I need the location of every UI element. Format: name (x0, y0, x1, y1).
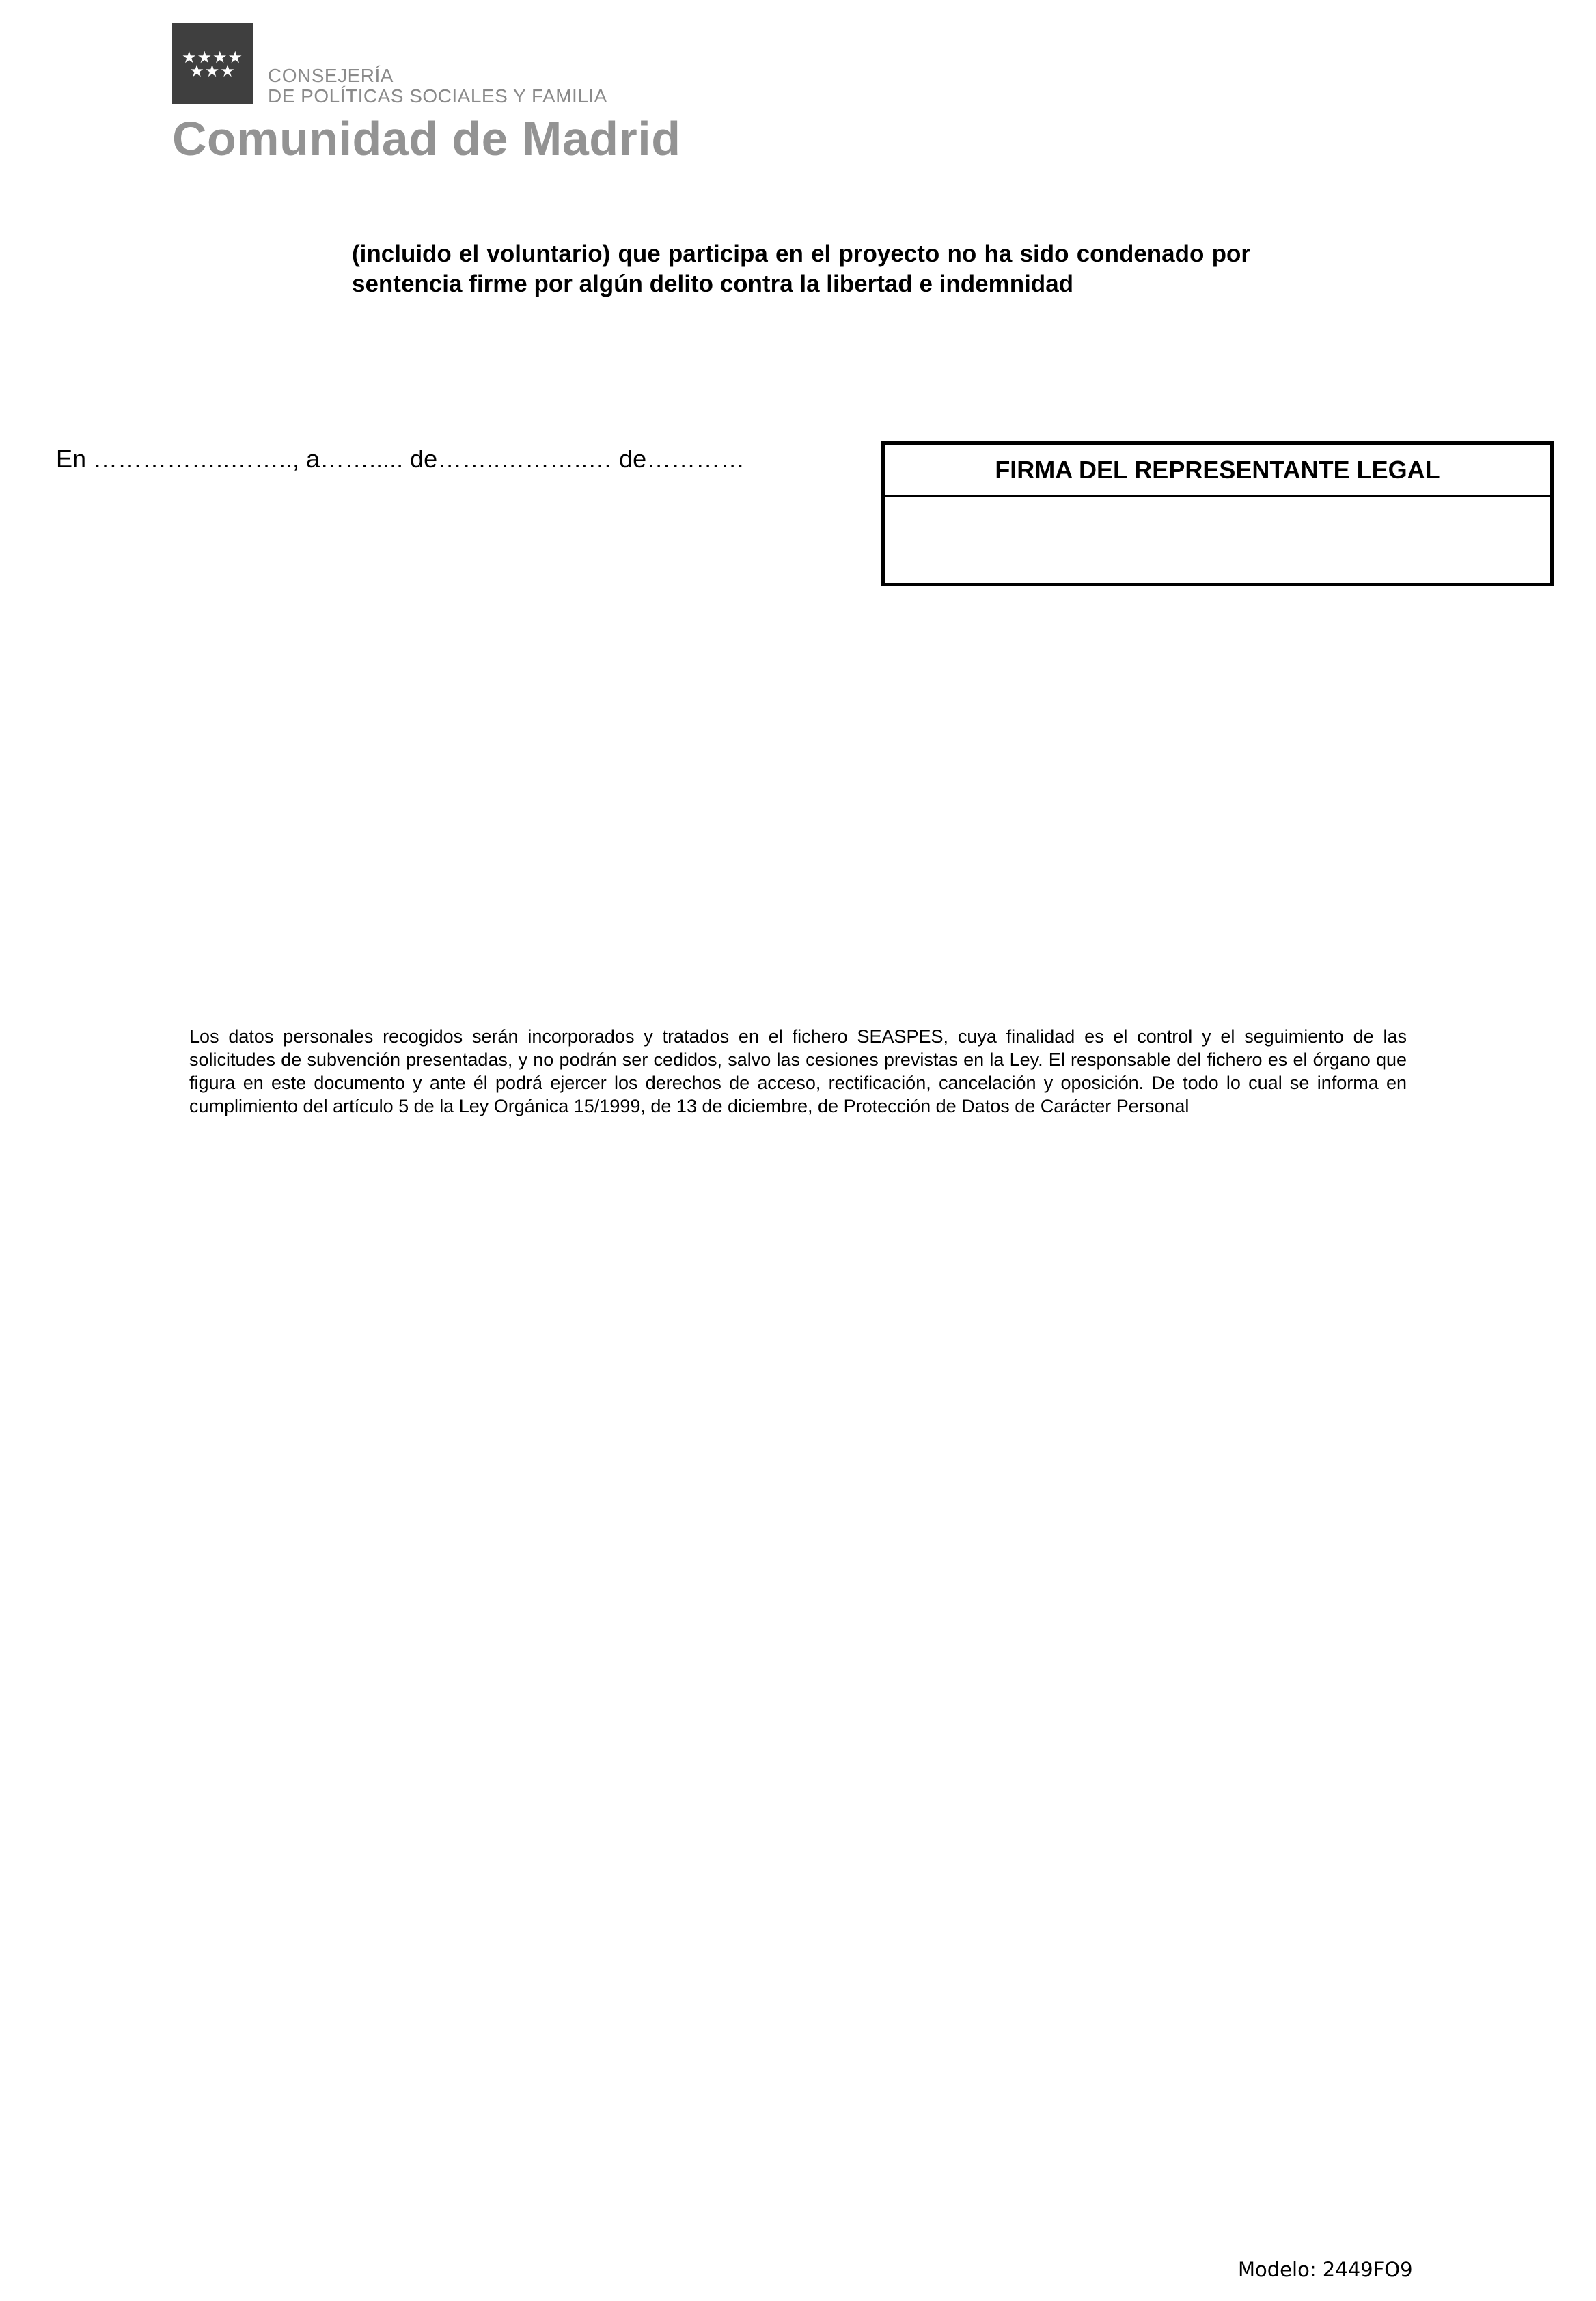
signature-area[interactable] (885, 497, 1550, 583)
signature-box (881, 441, 1554, 586)
place-date-line: En ……………..…….., a……..... de……..………..… de………… (56, 445, 745, 473)
model-number: Modelo: 2449FO9 (1238, 2258, 1413, 2281)
department-line2: DE POLÍTICAS SOCIALES Y FAMILIA (268, 85, 607, 107)
declaration-text: (incluido el voluntario) que participa en el proyecto no ha sido condenado por sentencia firme por algún delito contra la libertad e indemnidad (352, 240, 1250, 297)
signature-header: FIRMA DEL REPRESENTANTE LEGAL (885, 445, 1550, 497)
privacy-notice: Los datos personales recogidos serán incorporados y tratados en el fichero SEASPES, cuya finalidad es el control y el seguimiento de las solicitudes de subvención presentadas, y no podrán ser cedidos, salvo las cesiones previstas en la Ley. El responsable del fichero es el órgano que figura en este documento y ante él podrá ejercer los derechos de acceso, rectificación, cancelación y oposición. De todo lo cual se informa en cumplimiento del artículo 5 de la Ley Orgánica 15/1999, de 13 de diciembre, de Protección de Datos de Carácter Personal (189, 1026, 1407, 1116)
organization-name: Comunidad de Madrid (172, 112, 681, 165)
madrid-flag-icon (172, 23, 253, 104)
flag-stars-top: ★★★★ (181, 48, 244, 67)
department-line1: CONSEJERÍA (268, 65, 394, 86)
flag-stars-bottom: ★★★ (189, 61, 236, 81)
comunidad-madrid-logo (172, 23, 698, 165)
